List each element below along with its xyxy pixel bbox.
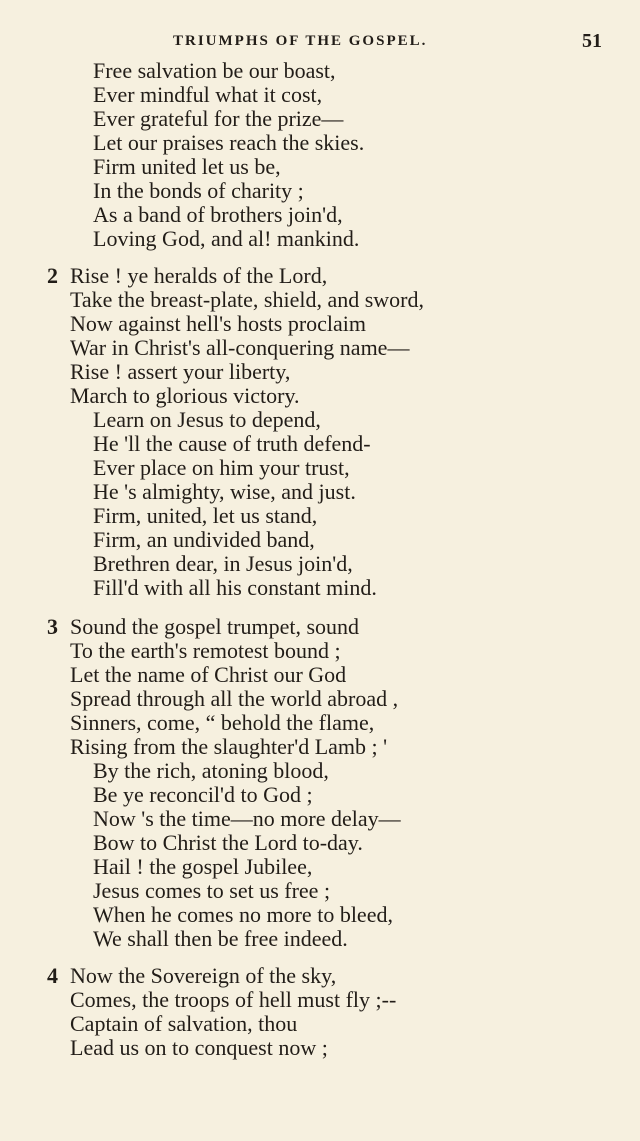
verse-line: We shall then be free indeed. <box>93 926 348 951</box>
verse-line: Free salvation be our boast, <box>93 58 336 83</box>
verse-line: Spread through all the world abroad , <box>70 686 399 711</box>
verse-line: Let the name of Christ our God <box>70 662 347 687</box>
verse-line: Sound the gospel trumpet, sound <box>70 614 360 639</box>
verse-line: He 'll the cause of truth defend- <box>93 431 371 456</box>
verse-line: Now against hell's hosts proclaim <box>70 311 367 336</box>
verse-line: When he comes no more to bleed, <box>93 902 393 927</box>
verse-line: Bow to Christ the Lord to-day. <box>93 830 363 855</box>
verse-line: Brethren dear, in Jesus join'd, <box>93 551 353 576</box>
verse-line: Rise ! assert your liberty, <box>70 359 291 384</box>
verse-line: Hail ! the gospel Jubilee, <box>93 854 313 879</box>
verse-line: Loving God, and al! mankind. <box>93 226 360 251</box>
verse-line: Fill'd with all his constant mind. <box>93 575 377 600</box>
verse-line: As a band of brothers join'd, <box>93 202 343 227</box>
verse-line: Ever mindful what it cost, <box>93 82 323 107</box>
verse-line: To the earth's remotest bound ; <box>70 638 341 663</box>
page-number: 51 <box>582 30 602 52</box>
verse-line: Now 's the time—no more delay— <box>93 806 401 831</box>
verse-line: Ever place on him your trust, <box>93 455 350 480</box>
verse-line: March to glorious victory. <box>70 383 300 408</box>
verse-line: Firm, an undivided band, <box>93 527 315 552</box>
running-title: TRIUMPHS OF THE GOSPEL. <box>173 33 428 49</box>
verse-line: Let our praises reach the skies. <box>93 130 365 155</box>
verse-line: Sinners, come, “ behold the flame, <box>70 710 375 735</box>
stanza-number: 3 <box>47 614 58 639</box>
verse-line: Take the breast-plate, shield, and sword, <box>70 287 425 312</box>
stanza-number: 2 <box>47 263 58 288</box>
verse-line: In the bonds of charity ; <box>93 178 304 203</box>
verse-line: Now the Sovereign of the sky, <box>70 963 337 988</box>
stanza-number: 4 <box>47 963 58 988</box>
verse-line: War in Christ's all-conquering name— <box>70 335 410 360</box>
verse-line: Captain of salvation, thou <box>70 1011 298 1036</box>
verse-line: He 's almighty, wise, and just. <box>93 479 356 504</box>
verse-line: Firm united let us be, <box>93 154 281 179</box>
verse-line: Rise ! ye heralds of the Lord, <box>70 263 328 288</box>
verse-line: Firm, united, let us stand, <box>93 503 318 528</box>
verse-line: Rising from the slaughter'd Lamb ; ' <box>70 734 388 759</box>
verse-line: Ever grateful for the prize— <box>93 106 344 131</box>
page-header <box>0 30 640 54</box>
verse-line: Jesus comes to set us free ; <box>93 878 331 903</box>
verse-line: Learn on Jesus to depend, <box>93 407 321 432</box>
verse-line: Lead us on to conquest now ; <box>70 1035 328 1060</box>
verse-line: Comes, the troops of hell must fly ;-- <box>70 987 397 1012</box>
verse-line: Be ye reconcil'd to God ; <box>93 782 313 807</box>
verse-line: By the rich, atoning blood, <box>93 758 329 783</box>
